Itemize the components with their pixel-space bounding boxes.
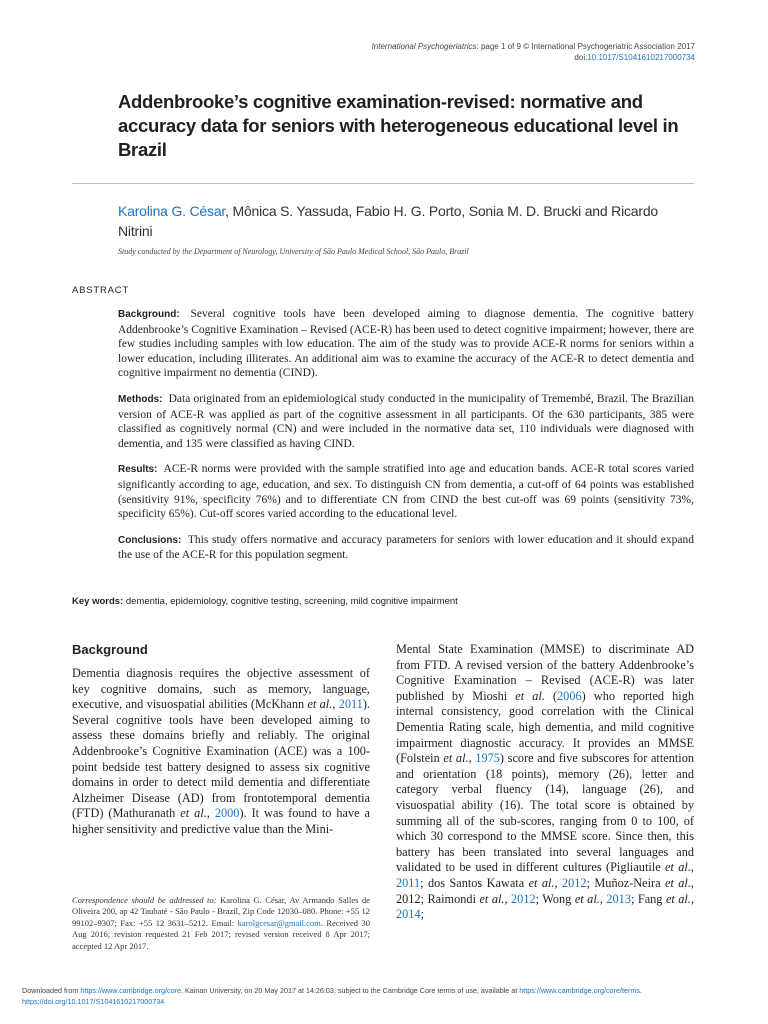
abstract-results xyxy=(118,462,694,521)
text-run: , xyxy=(690,860,694,875)
abstract-heading: Conclusions: xyxy=(118,534,182,546)
text-run: et al. xyxy=(665,860,691,875)
text-run: Dementia diagnosis requires the objective assessment of key cognitive domains, such as memory, language, executive, and visuospatial abilities (McKhann xyxy=(72,666,370,712)
footer-text: . Kainan University, on 20 May 2017 at 14:26:03, subject to the Cambridge Core terms of use, available at xyxy=(181,986,520,995)
correspondence-text: Karolina G. César, Av Armando Salles de Oliveira 200, ap 42 Taubaté - São Paulo - Brazil, Zip Code 12030–080. Phone: +55 12 99102–9307; Fax: +55 12 3631–5212. Email: xyxy=(72,895,371,928)
abstract-methods xyxy=(118,392,694,451)
abstract-text: Data originated from an epidemiological study conducted in the municipality of Tremembé, Brazil. The Brazilian version of ACE-R was applied as part of the cognitive assessment in all participants. Of the 630 participants, 385 were classified as cognitively normal (CN) and were included in the normative data set, 110 individuals were diagnosed with dementia, and 135 were classified as having CIND. xyxy=(118,392,695,450)
text-run: , xyxy=(206,806,215,821)
citation-link[interactable]: 2012 xyxy=(511,891,536,906)
text-run: et al. xyxy=(515,688,545,703)
first-author-link[interactable]: Karolina G. César xyxy=(118,203,226,219)
abstract-text: This study offers normative and accuracy parameters for seniors with lower education and it should expand the use of the ACE-R for this population segment. xyxy=(118,533,694,562)
email-link[interactable]: karolgcesar@gmail.com xyxy=(237,917,321,928)
citation-link[interactable]: 2011 xyxy=(396,875,421,890)
citation-link[interactable]: 2013 xyxy=(606,891,631,906)
text-run: et al. xyxy=(443,751,469,766)
abstract-heading: Background: xyxy=(118,309,180,320)
text-run: et al. xyxy=(665,875,691,890)
text-run: et al. xyxy=(665,891,691,906)
text-run: ). Several cognitive tools have been developed aiming to assess these domains briefly and reliably. The original Addenbrooke’s Cognitive Examination (ACE) was a 100-point bedside test battery designed to assess six cognitive domains in order to detect mild dementia and differentiate Alzheimer Disease (AD) from frontotemporal dementia (FTD) (Mathuranath xyxy=(72,697,370,821)
text-run: ; xyxy=(420,907,425,922)
cambridge-core-link[interactable]: https://www.cambridge.org/core xyxy=(80,986,182,995)
abstract xyxy=(118,307,694,574)
citation-link[interactable]: 2006 xyxy=(557,688,582,703)
citation-link[interactable]: 2012 xyxy=(561,875,587,890)
doi-link[interactable]: 10.1017/S1041610217000734 xyxy=(587,53,695,62)
text-run: ; Muñoz-Neira xyxy=(586,875,665,890)
abstract-heading: Results: xyxy=(118,464,158,476)
abstract-background xyxy=(118,307,694,381)
right-column xyxy=(396,642,694,923)
terms-link[interactable]: https://www.cambridge.org/core/terms xyxy=(519,986,640,995)
download-footer xyxy=(22,986,747,1007)
body-paragraph xyxy=(72,666,370,838)
author-list xyxy=(118,201,678,241)
text-run: Mental State Examination (MMSE) to discriminate AD from FTD. A revised version of the battery Addenbrooke’s Cognitive Examination – Revised (ACE-R) was later published by Mioshi xyxy=(396,642,694,703)
citation-link[interactable]: 2000 xyxy=(214,806,240,821)
citation-link[interactable]: 2014 xyxy=(396,907,421,922)
text-run: ). It was found to have a higher sensitivity and predictive value than the Mini- xyxy=(72,806,370,836)
text-run: ) who reported high internal consistency, good correlation with the Clinical Dementia Rating scale, high dementia, and mild cognitive impairment diagnostic accuracy. It provides an MMSE (Folstein xyxy=(396,688,694,766)
text-run: , 2012; Raimondi xyxy=(396,875,694,906)
citation-link[interactable]: 1975 xyxy=(475,751,500,766)
text-run: ; dos Santos Kawata xyxy=(420,875,529,890)
other-authors: , Mônica S. Yassuda, Fabio H. G. Porto, Sonia M. D. Brucki and Ricardo Nitrini xyxy=(118,203,659,239)
keywords xyxy=(72,596,458,607)
journal-info xyxy=(372,41,695,63)
text-run: et al. xyxy=(180,806,207,821)
text-run: , xyxy=(332,697,339,712)
doi-url-link[interactable]: https://doi.org/10.1017/S1041610217000734 xyxy=(22,996,165,1006)
abstract-label: ABSTRACT xyxy=(72,285,130,296)
section-heading-background: Background xyxy=(72,642,148,657)
abstract-conclusions xyxy=(118,533,694,563)
abstract-text: ACE-R norms were provided with the sample stratified into age and education bands. ACE-R total scores varied significantly according to age, education, and sex. To distinguish CN from dementia, a cut-off of 64 points was established (sensitivity 91%, specificity 76%) and to differentiate CN from CIND the best cut-off was 69 points (sensitivity 73%, specificity 65%). Cut-off scores varied according to the educational level. xyxy=(118,463,694,521)
page-info: : page 1 of 9 © International Psychogeriatric Association 2017 xyxy=(476,42,695,51)
correspondence-label: Correspondence should be addressed to: xyxy=(72,895,217,905)
text-run: , xyxy=(468,751,476,766)
journal-name: International Psychogeriatrics xyxy=(371,42,477,51)
article-title: Addenbrooke’s cognitive examination-revised: normative and accuracy data for seniors with heterogeneous educational level in Brazil xyxy=(118,91,679,160)
text-run: et al. xyxy=(574,891,600,906)
text-run: ; Wong xyxy=(535,891,575,906)
keywords-text: dementia, epidemiology, cognitive testing, screening, mild cognitive impairment xyxy=(125,596,458,607)
abstract-heading: Methods: xyxy=(118,393,163,405)
title-divider xyxy=(72,183,694,184)
text-run: ; Fang xyxy=(630,891,666,906)
text-run: , xyxy=(690,891,695,906)
text-run: , xyxy=(599,891,607,906)
text-run: ( xyxy=(544,688,558,703)
footer-text: . xyxy=(639,986,642,995)
text-run: et al. xyxy=(479,891,505,906)
text-run: , xyxy=(554,875,562,890)
left-column xyxy=(72,642,370,838)
keywords-label: Key words: xyxy=(72,596,124,607)
body-paragraph xyxy=(396,642,694,923)
text-run: , xyxy=(504,891,512,906)
footer-text: Downloaded from xyxy=(22,986,81,995)
text-run: ) score and five subscores for attention and orientation (18 points), memory (26), letter and category verbal fluency (14), language (26), and visuospatial ability (16). The total score is obtained by summing all of the sub-scores, ranging from 0 to 100, of which 30 correspond to the MMSE score. Since then, this battery has been translated into several languages and validated to be used in different cultures (Pigliautile xyxy=(396,751,694,875)
citation-link[interactable]: 2011 xyxy=(338,697,363,712)
correspondence-footnote xyxy=(72,895,370,952)
text-run: et al. xyxy=(528,875,555,890)
text-run: et al. xyxy=(307,697,333,712)
abstract-text: Several cognitive tools have been developed aiming to diagnose dementia. The cognitive battery Addenbrooke’s Cognitive Examination – Revised (ACE-R) has been used to detect cognitive impairment; however, there are few studies including samples with low education. The aim of the study was to provide ACE-R norms for seniors within a lower education, including illiterates. An additional aim was to examine the accuracy of the ACE-R to detect dementia and cognitive impairment no dementia (CIND). xyxy=(118,308,695,380)
correspondence-dates: . Received 30 Aug 2016; revision requested 21 Feb 2017; revised version received 8 Apr 2017; accepted 12 Apr 2017. xyxy=(72,917,370,951)
doi-prefix: doi: xyxy=(574,53,588,62)
affiliation: Study conducted by the Department of Neurology, University of São Paulo Medical School, São Paulo, Brazil xyxy=(118,247,469,256)
